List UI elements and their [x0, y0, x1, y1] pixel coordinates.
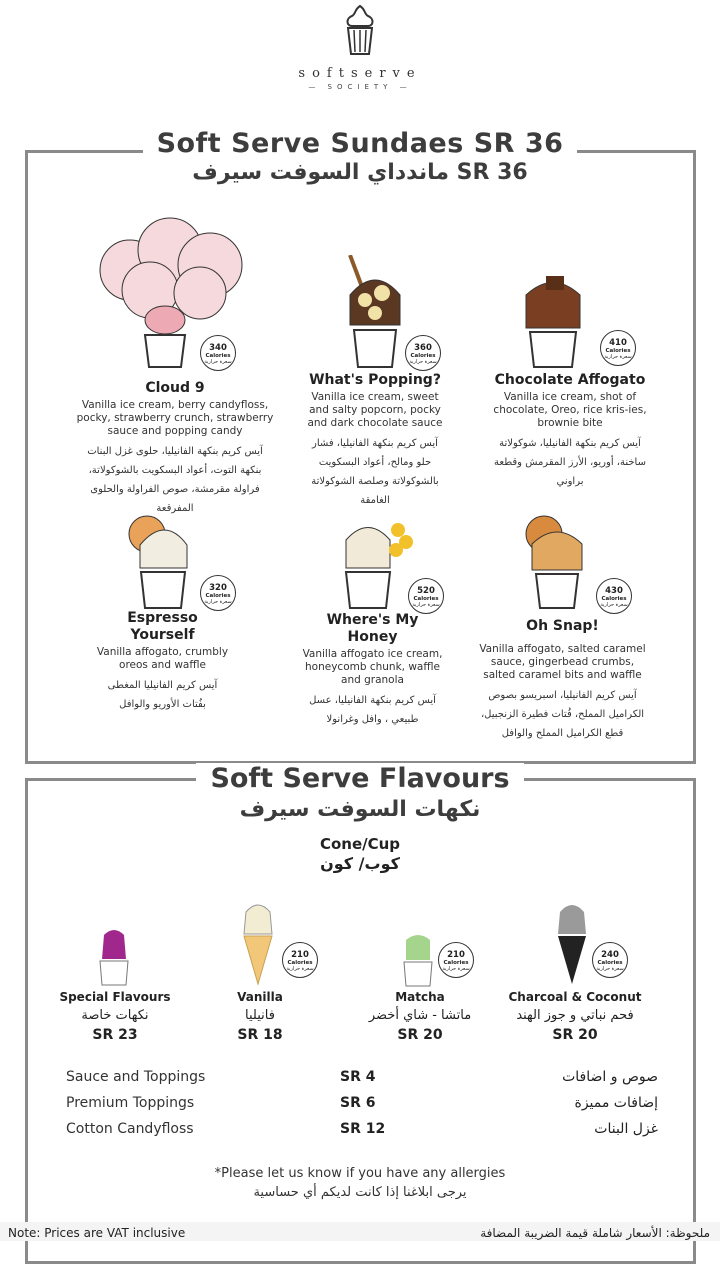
vat-note-ar: ملحوظة: الأسعار شاملة قيمة الضريبة المضافة: [480, 1226, 710, 1240]
extra-price: SR 4: [340, 1069, 376, 1085]
sundae-item-espresso-yourself: [95, 610, 230, 714]
sundae-description: Vanilla affogato ice cream, honeycomb chunk, waffle and granola: [302, 648, 443, 686]
calories-badge: 410 Calories سعرة حرارية: [600, 330, 636, 366]
calories-badge: 520 Calories سعرة حرارية: [408, 578, 444, 614]
flavour-price: SR 18: [237, 1027, 283, 1043]
calories-badge: 240 Calories سعرة حرارية: [592, 942, 628, 978]
brand-logo: [0, 0, 720, 91]
sundae-item-chocolate-affogato: [490, 372, 650, 491]
brand-name: softserve: [298, 66, 422, 81]
chocolate-affogato-icon: [518, 270, 588, 370]
matcha-cup-icon: [398, 930, 438, 988]
extra-name: Premium Toppings: [66, 1095, 195, 1111]
extra-price: SR 12: [340, 1121, 386, 1137]
extra-price: SR 6: [340, 1095, 376, 1111]
sundaes-title-ar: ماندداي السوفت سيرف SR 36: [0, 160, 720, 185]
honey-sundae-icon: [338, 510, 418, 610]
cone-cup-label-ar: كوب/ كون: [320, 854, 400, 873]
sundae-description: Vanilla ice cream, sweet and salty popcorn, pocky and dark chocolate sauce: [307, 391, 443, 429]
brand-tagline: — SOCIETY —: [308, 83, 412, 91]
oh-snap-sundae-icon: [522, 512, 592, 610]
flavour-matcha: Matcha ماتشا - شاي أخضر SR 20: [350, 990, 490, 1043]
flavour-price: SR 20: [397, 1027, 443, 1043]
sundae-name: Chocolate Affogato: [494, 372, 646, 388]
flavours-title-ar: نكهات السوفت سيرف: [0, 797, 720, 822]
extra-name: Cotton Candyfloss: [66, 1121, 194, 1137]
sundae-description-ar: آيس كريم بنكهة الفانيليا، عسل طبيعي ، وافل وغرانولا: [309, 695, 436, 725]
sundae-description-ar: آيس كريم الفانيليا المغطى بفُتات الأوريو والوافل: [107, 680, 218, 710]
sundae-description-ar: آيس كريم بنكهة الفانيليا، حلوى غزل البنات بنكهة التوت، أعواد البسكويت بالشوكولاتة، فراولة مقرمشة، صوص الفراولة والحلوى المفرقعة: [87, 446, 263, 514]
vanilla-cone-icon: [238, 898, 278, 986]
calories-badge: 360 Calories سعرة حرارية: [405, 335, 441, 371]
extra-name-ar: غزل البنات: [594, 1121, 658, 1137]
calories-badge: 430 Calories سعرة حرارية: [596, 578, 632, 614]
sundae-name: Cloud 9: [145, 380, 205, 396]
sundae-description: Vanilla affogato, salted caramel sauce, gingerbead crumbs, salted caramel bits and waffle: [479, 643, 646, 681]
calories-badge: 210 Calories سعرة حرارية: [438, 942, 474, 978]
flavours-title: Soft Serve Flavours: [0, 763, 720, 794]
sundae-name: What's Popping?: [309, 372, 441, 388]
flavour-price: SR 23: [92, 1027, 138, 1043]
vat-note: Note: Prices are VAT inclusive: [8, 1226, 186, 1240]
flavour-price: SR 20: [552, 1027, 598, 1043]
extra-name: Sauce and Toppings: [66, 1069, 206, 1085]
sundae-item-wheres-my-honey: [300, 612, 445, 729]
sundae-item-oh-snap: [475, 618, 650, 743]
allergy-note: *Please let us know if you have any allergies: [214, 1166, 506, 1181]
footer: [0, 1222, 720, 1241]
flavour-charcoal-coconut: Charcoal & Coconut فحم نباتي و جوز الهند SR 20: [500, 990, 650, 1043]
calories-badge: 340 Calories سعرة حرارية: [200, 335, 236, 371]
sundae-item-whats-popping: [305, 372, 445, 510]
extra-name-ar: صوص و اضافات: [562, 1069, 658, 1085]
sundae-description: Vanilla affogato, crumbly oreos and waffle: [96, 646, 229, 671]
allergy-note-ar: يرجى ابلاغنا إذا كانت لديكم أي حساسية: [253, 1185, 467, 1200]
sundae-description: Vanilla ice cream, berry candyfloss, pocky, strawberry crunch, strawberry sauce and popping candy: [76, 399, 274, 437]
popcorn-sundae-icon: [340, 255, 410, 370]
sundae-description: Vanilla ice cream, shot of chocolate, Oreo, rice kris-ies, brownie bite: [493, 391, 647, 429]
sundae-description-ar: آيس كريم بنكهة الفانيليا، شوكولاتة ساخنة، أوريو، الأرز المقرمش وقطعة براوني: [494, 438, 646, 487]
sundae-description-ar: آيس كريم الفانيليا، اسبريسو بصوص الكراميل المملح، فُتات فطيرة الزنجبيل، قطع الكراميل المملح والوافل: [480, 690, 645, 739]
softserve-cup-icon: [340, 4, 380, 56]
sundae-description-ar: آيس كريم بنكهة الفانيليا، فشار حلو ومالح، أعواد البسكويت بالشوكولاتة وصلصة الشوكولاتة الغامقة: [311, 438, 439, 506]
extra-name-ar: إضافات مميزة: [574, 1095, 658, 1111]
charcoal-cone-icon: [552, 898, 592, 986]
special-flavour-cup-icon: [94, 925, 134, 987]
sundae-name: Espresso Yourself: [127, 610, 198, 643]
cone-cup-label: Cone/Cup: [319, 835, 401, 853]
sundaes-title: Soft Serve Sundaes SR 36: [0, 128, 720, 159]
flavour-special: Special Flavours نكهات خاصة SR 23: [50, 990, 180, 1043]
calories-badge: 320 Calories سعرة حرارية: [200, 575, 236, 611]
espresso-sundae-icon: [125, 510, 200, 610]
calories-badge: 210 Calories سعرة حرارية: [282, 942, 318, 978]
sundae-name: Oh Snap!: [526, 618, 599, 634]
sundae-item-cloud9: [75, 380, 275, 518]
sundae-name: Where's My Honey: [326, 612, 419, 645]
flavour-vanilla: Vanilla فانيليا SR 18: [210, 990, 310, 1043]
